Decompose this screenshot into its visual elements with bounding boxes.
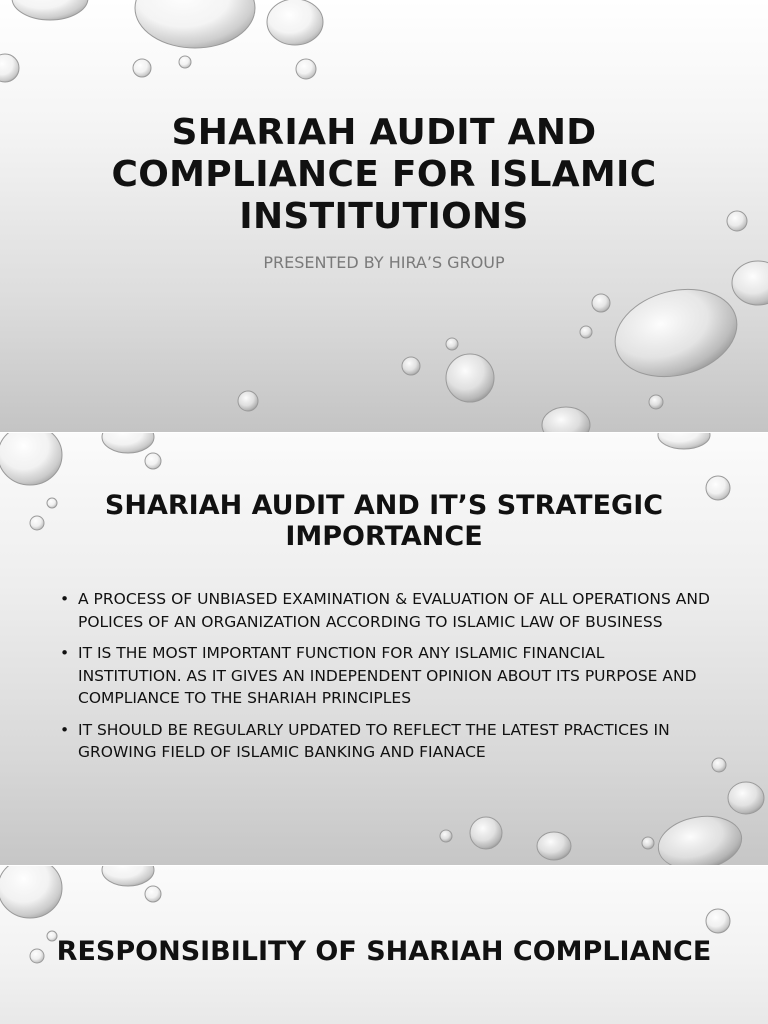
slide-subtitle: PRESENTED BY HIRA’S GROUP xyxy=(263,253,505,272)
slide-title: SHARIAH AUDIT AND IT’S STRATEGIC IMPORTANCE xyxy=(104,490,664,552)
bullet-list xyxy=(60,588,710,773)
slide-2[interactable] xyxy=(0,433,768,865)
bullet-item: • IT SHOULD BE REGULARLY UPDATED TO REFLECT THE LATEST PRACTICES IN GROWING FIELD OF ISLAMIC BANKING AND FIANACE xyxy=(60,719,710,764)
bullet-item: • A PROCESS OF UNBIASED EXAMINATION & EVALUATION OF ALL OPERATIONS AND POLICES OF AN ORGANIZATION ACCORDING TO ISLAMIC LAW OF BUSINESS xyxy=(60,588,710,633)
bullet-item: • IT IS THE MOST IMPORTANT FUNCTION FOR ANY ISLAMIC FINANCIAL INSTITUTION. AS IT GIVES AN INDEPENDENT OPINION ABOUT ITS PURPOSE AND COMPLIANCE TO THE SHARIAH PRINCIPLES xyxy=(60,642,710,710)
slide-title: RESPONSIBILITY OF SHARIAH COMPLIANCE xyxy=(56,936,712,967)
slide-title: SHARIAH AUDIT AND COMPLIANCE FOR ISLAMIC INSTITUTIONS xyxy=(111,112,657,237)
slide-1[interactable] xyxy=(0,0,768,432)
slide-3[interactable] xyxy=(0,866,768,1024)
